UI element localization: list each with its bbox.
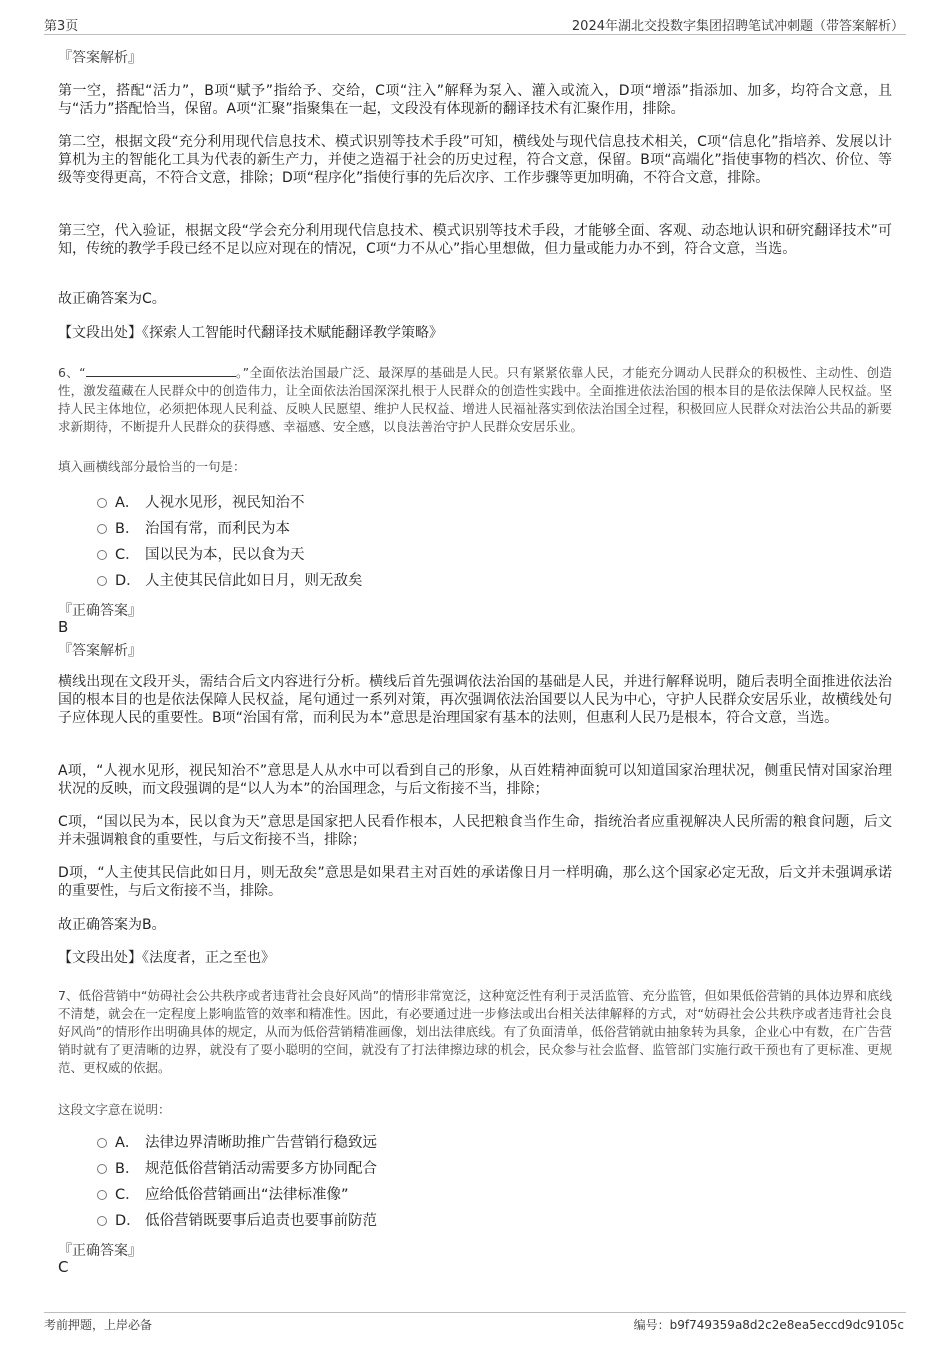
- radio-icon[interactable]: [97, 550, 107, 560]
- radio-icon[interactable]: [97, 498, 107, 508]
- analysis-paragraph-3: 第三空，代入验证，根据文段“学会充分利用现代信息技术、模式识别等技术手段，才能够全面、客观、动态地认识和研究翻译技术”可知，传统的教学手段已经不足以应对现在的情况，C项“力不从心”指心里想做，但力量或能力办不到，符合文意，当选。: [58, 223, 892, 257]
- analysis-paragraph-2: A项，“人视水见形，视民知治不”意思是人从水中可以看到自己的形象，从百姓精神面貌可以知道国家治理状况，侧重民情对国家治理状况的反映，而文段强调的是“以人为本”的治国理念，与后文衔接不当，排除；: [58, 763, 892, 797]
- radio-icon[interactable]: [97, 524, 107, 534]
- option-letter: A．: [115, 1135, 140, 1151]
- option-letter: D．: [115, 573, 141, 589]
- page-number: 第3页: [44, 19, 79, 34]
- option-text: 治国有常，而利民为本: [145, 521, 290, 537]
- source-citation: 【文段出处】《法度者，正之至也》: [58, 950, 275, 966]
- question-7-instruction: 这段文字意在说明：: [58, 1102, 171, 1117]
- option-text: 规范低俗营销活动需要多方协同配合: [145, 1161, 377, 1177]
- question-6-instruction: 填入画横线部分最恰当的一句是：: [58, 459, 246, 474]
- option-letter: B．: [115, 1161, 140, 1177]
- option-text: 法律边界清晰助推广告营销行稳致远: [145, 1135, 377, 1151]
- footer-motto: 考前押题，上岸必备: [44, 1318, 153, 1332]
- question-7-text: 7、低俗营销中“妨碍社会公共秩序或者违背社会良好风尚”的情形非常宽泛，这种宽泛性有利于灵活监管、充分监管，但如果低俗营销的具体边界和底线不清楚，就会在一定程度上影响监管的效率和精准性。因此，有必要通过进一步修法或出台相关法律解释的方式，对“妨碍社会公共秩序或者违背社会良好风尚”的情形作出明确具体的规定，从而为低俗营销精准画像，划出法律底线。有了负面清单，低俗营销就由抽象转为具象，企业心中有数，在广告营销时就有了更清晰的边界，就没有了耍小聪明的空间，就没有了打法律擦边球的机会，民众参与社会监督、监管部门实施行政干预也有了更标准、更规范、更权威的依据。: [58, 988, 892, 1075]
- option-b[interactable]: [97, 519, 290, 539]
- correct-answer-label: 『正确答案』: [58, 1243, 142, 1259]
- option-b[interactable]: [97, 1159, 377, 1179]
- option-text: 国以民为本，民以食为天: [145, 547, 305, 563]
- option-text: 人视水见形，视民知治不: [145, 495, 305, 511]
- option-text: 人主使其民信此如日月，则无敌矣: [145, 573, 363, 589]
- answer-blank: [86, 364, 236, 377]
- analysis-label: 『答案解析』: [58, 50, 142, 66]
- option-c[interactable]: [97, 545, 305, 565]
- question-6-text: [58, 364, 892, 436]
- page-footer: [44, 1312, 906, 1332]
- correct-answer-label: 『正确答案』: [58, 603, 142, 619]
- radio-icon[interactable]: [97, 576, 107, 586]
- option-text: 低俗营销既要事后追责也要事前防范: [145, 1213, 377, 1229]
- radio-icon[interactable]: [97, 1138, 107, 1148]
- option-a[interactable]: [97, 1133, 377, 1153]
- radio-icon[interactable]: [97, 1216, 107, 1226]
- document-title: 2024年湖北交投数字集团招聘笔试冲刺题（带答案解析）: [571, 19, 904, 34]
- option-a[interactable]: [97, 493, 305, 513]
- analysis-paragraph-4: D项，“人主使其民信此如日月，则无敌矣”意思是如果君主对百姓的承诺像日月一样明确，那么这个国家必定无敌，后文并未强调承诺的重要性，与后文衔接不当，排除。: [58, 865, 892, 899]
- source-citation: 【文段出处】《探索人工智能时代翻译技术赋能翻译教学策略》: [58, 325, 443, 341]
- option-c[interactable]: [97, 1185, 349, 1205]
- correct-answer-value: B: [58, 618, 69, 636]
- option-text: 应给低俗营销画出“法律标准像”: [145, 1187, 349, 1203]
- option-d[interactable]: [97, 571, 363, 591]
- option-letter: D．: [115, 1213, 141, 1229]
- option-letter: C．: [115, 1187, 140, 1203]
- radio-icon[interactable]: [97, 1164, 107, 1174]
- analysis-paragraph-2: 第二空，根据文段“充分利用现代信息技术、模式识别等技术手段”可知，横线处与现代信息技术相关，C项“信息化”指培养、发展以计算机为主的智能化工具为代表的新生产力，并使之造福于社会的历史过程，符合文意，保留。B项“高端化”指使事物的档次、价位、等级等变得更高，不符合文意，排除；D项“程序化”指使行事的先后次序、工作步骤等更加明确，不符合文意，排除。: [58, 134, 892, 186]
- analysis-conclusion: 故正确答案为C。: [58, 291, 166, 307]
- option-d[interactable]: [97, 1211, 377, 1231]
- document-code: 编号：b9f749359a8d2c2e8ea5eccd9dc9105c: [633, 1318, 904, 1332]
- radio-icon[interactable]: [97, 1190, 107, 1200]
- analysis-paragraph-1: 第一空，搭配“活力”，B项“赋予”指给予、交给，C项“注入”解释为泵入、灌入或流入，D项“增添”指添加、加多，均符合文意，且与“活力”搭配恰当，保留。A项“汇聚”指聚集在一起，文段没有体现新的翻译技术有汇聚作用，排除。: [58, 83, 892, 117]
- option-letter: C．: [115, 547, 140, 563]
- analysis-conclusion: 故正确答案为B。: [58, 917, 166, 933]
- option-letter: B．: [115, 521, 140, 537]
- question-6-number: 6、“: [58, 365, 86, 380]
- analysis-paragraph-1: 横线出现在文段开头，需结合后文内容进行分析。横线后首先强调依法治国的基础是人民，并进行解释说明，随后表明全面推进依法治国的根本目的也是依法保障人民权益，尾句通过一系列对策，再次强调依法治国要以人民为中心，守护人民群众安居乐业，故横线处句子应体现人民的重要性。B项“治国有常，而利民为本”意思是治理国家有基本的法则，但惠利人民乃是根本，符合文意，当选。: [58, 674, 892, 726]
- analysis-paragraph-3: C项，“国以民为本，民以食为天”意思是国家把人民看作根本，人民把粮食当作生命，指统治者应重视解决人民所需的粮食问题，后文并未强调粮食的重要性，与后文衔接不当，排除；: [58, 814, 892, 848]
- analysis-label: 『答案解析』: [58, 643, 142, 659]
- correct-answer-value: C: [58, 1258, 69, 1276]
- question-6-body: 。”全面依法治国最广泛、最深厚的基础是人民。只有紧紧依靠人民，才能充分调动人民群众的积极性、主动性、创造性，激发蕴藏在人民群众中的创造伟力，让全面依法治国深深扎根于人民群众的创造性实践中。全面推进依法治国的根本目的是依法保障人民权益。坚持人民主体地位，必须把体现人民利益、反映人民愿望、维护人民权益、增进人民福祉落实到依法治国全过程，积极回应人民群众对法治公共品的新要求新期待，不断提升人民群众的获得感、幸福感、安全感，以良法善治守护人民群众安居乐业。: [58, 365, 892, 434]
- page-header: [44, 12, 906, 35]
- option-letter: A．: [115, 495, 140, 511]
